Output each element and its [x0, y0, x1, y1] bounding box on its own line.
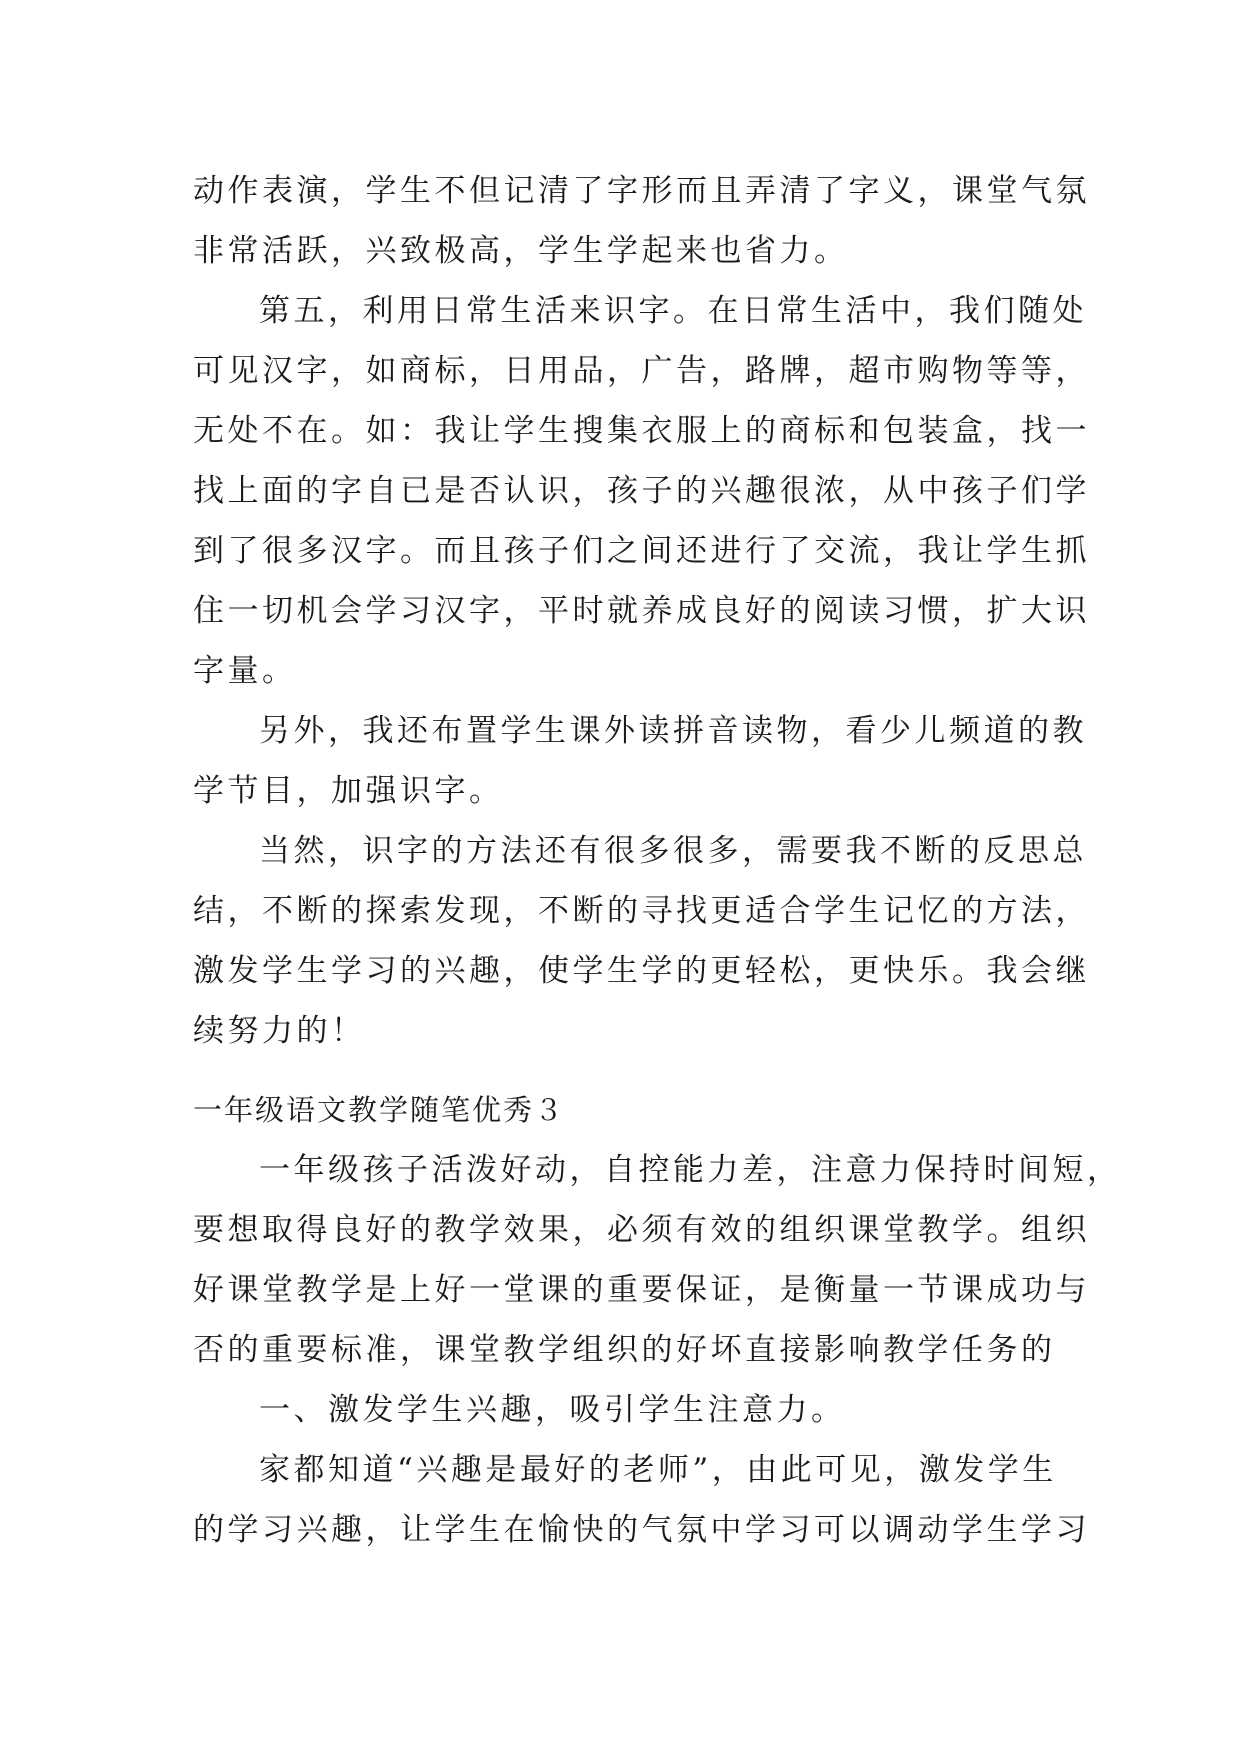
paragraph-line: 第五，利用日常生活来识字。在日常生活中，我们随处	[259, 293, 1087, 329]
paragraph-line: 另外，我还布置学生课外读拼音读物，看少儿频道的教	[259, 713, 1087, 749]
paragraph-line: 否的重要标准，课堂教学组织的好坏直接影响教学任务的	[193, 1332, 1056, 1368]
paragraph-line: 家都知道“兴趣是最好的老师”，由此可见，激发学生	[259, 1452, 1057, 1488]
paragraph-line: 要想取得良好的教学效果，必须有效的组织课堂教学。组织	[193, 1212, 1090, 1248]
paragraph-line: 找上面的字自已是否认识，孩子的兴趣很浓，从中孩子们学	[193, 473, 1090, 509]
paragraph-line: 续努力的！	[193, 1013, 366, 1049]
paragraph-line: 好课堂教学是上好一堂课的重要保证，是衡量一节课成功与	[193, 1272, 1090, 1308]
text-block-continuation	[193, 161, 1090, 1061]
paragraph-line: 住一切机会学习汉字，平时就养成良好的阅读习惯，扩大识	[193, 593, 1090, 629]
paragraph-line: 到了很多汉字。而且孩子们之间还进行了交流，我让学生抓	[193, 533, 1090, 569]
text-block-section-3	[193, 1080, 1122, 1560]
paragraph-line: 当然，识字的方法还有很多很多，需要我不断的反思总	[259, 833, 1087, 869]
paragraph-line: 动作表演，学生不但记清了字形而且弄清了字义，课堂气氛	[193, 173, 1090, 209]
paragraph-line: 可见汉字，如商标，日用品，广告，路牌，超市购物等等，	[193, 353, 1090, 389]
paragraph-line: 字量。	[193, 653, 297, 689]
paragraph-line: 激发学生学习的兴趣，使学生学的更轻松，更快乐。我会继	[193, 953, 1090, 989]
paragraph-line: 一、激发学生兴趣，吸引学生注意力。	[259, 1392, 846, 1428]
paragraph-line: 结，不断的探索发现，不断的寻找更适合学生记忆的方法，	[193, 893, 1090, 929]
paragraph-line: 学节目，加强识字。	[193, 773, 504, 809]
paragraph-line: 非常活跃，兴致极高，学生学起来也省力。	[193, 233, 849, 269]
section-heading: 一年级语文教学随笔优秀３	[193, 1093, 566, 1127]
paragraph-line: 无处不在。如：我让学生搜集衣服上的商标和包装盒，找一	[193, 413, 1090, 449]
paragraph-line: 的学习兴趣，让学生在愉快的气氛中学习可以调动学生学习	[193, 1512, 1090, 1548]
paragraph-line: 一年级孩子活泼好动，自控能力差，注意力保持时间短，	[259, 1152, 1122, 1188]
